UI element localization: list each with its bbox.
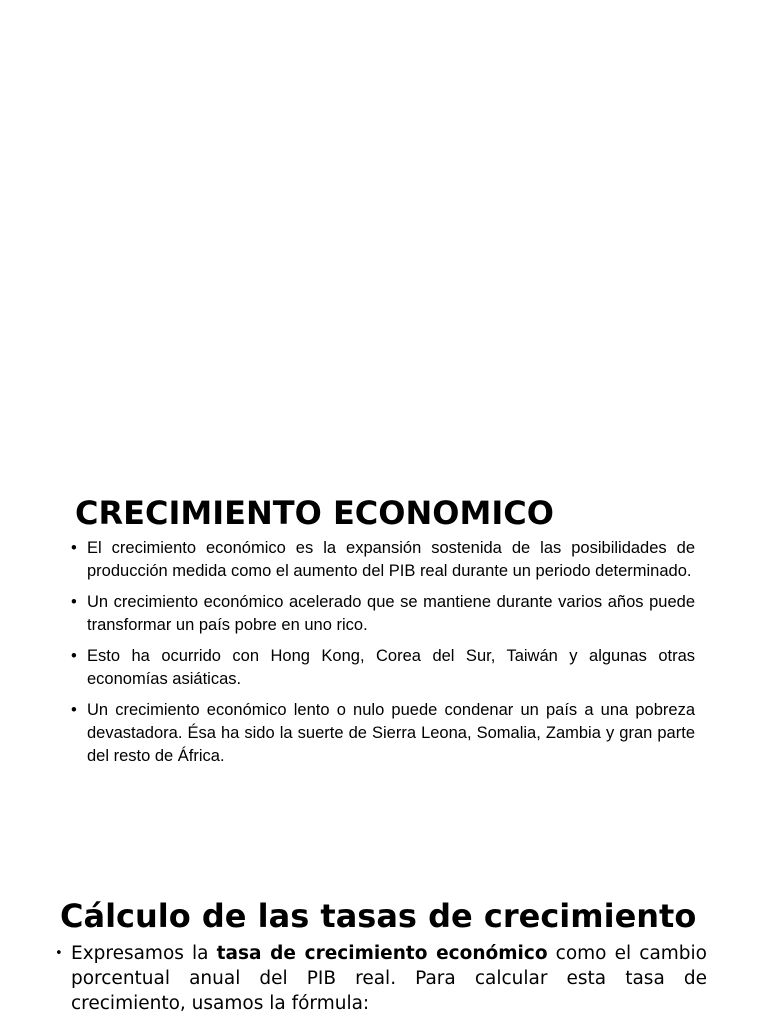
bullet-text-bold: tasa de crecimiento económico [216,943,548,964]
bullet-icon: • [71,701,77,719]
bullet-text-intro: Expresamos la [71,943,217,964]
list-item [55,941,707,1016]
bullet-text: Esto ha ocurrido con Hong Kong, Corea del Sur, Taiwán y algunas otras economías asiáticas. [87,647,695,688]
bullet-text: El crecimiento económico es la expansión sostenida de las posibilidades de producción medida como el aumento del PIB real durante un periodo determinado. [87,539,695,580]
list-item [70,591,695,637]
bullet-text: Un crecimiento económico acelerado que se mantiene durante varios años puede transformar un país pobre en uno rico. [87,593,695,634]
bullet-text: Un crecimiento económico lento o nulo puede condenar un país a una pobreza devastadora. Ésa ha sido la suerte de Sierra Leona, Somalia, Zambia y gran parte del resto de África. [87,701,695,765]
bullet-icon: • [71,647,77,665]
list-item [70,699,695,768]
list-item [70,537,695,583]
bullet-icon: • [71,539,77,557]
slide2-bullet-list [55,941,707,1016]
slide2-title: Cálculo de las tasas de crecimiento [60,896,697,935]
bullet-icon: • [71,593,77,611]
list-item [70,645,695,691]
slide1-bullet-list [70,537,695,776]
bullet-text-rest: como el cambio porcentual anual del PIB real. Para calcular esta tasa de crecimiento, usamos la fórmula: [71,943,707,1014]
slide1-title: CRECIMIENTO ECONOMICO [75,494,554,533]
bullet-icon: • [55,946,63,961]
